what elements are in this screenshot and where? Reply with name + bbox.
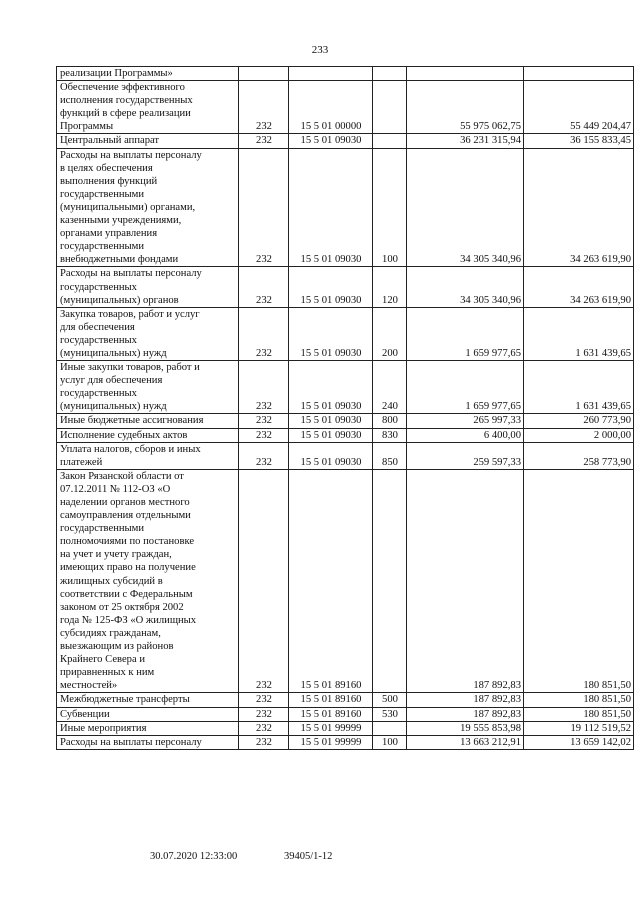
table-row xyxy=(57,81,634,134)
row-name-cell: Иные бюджетные ассигнования xyxy=(57,414,239,428)
row-amount-plan-cell: 187 892,83 xyxy=(407,693,524,707)
row-dept-code-cell: 232 xyxy=(239,707,289,721)
row-amount-plan-cell: 265 997,33 xyxy=(407,414,524,428)
row-amount-actual-cell: 260 773,90 xyxy=(524,414,634,428)
row-target-code-cell: 15 5 01 09030 xyxy=(289,148,373,267)
row-amount-plan-cell: 13 663 212,91 xyxy=(407,735,524,749)
row-target-code-cell: 15 5 01 99999 xyxy=(289,735,373,749)
row-target-code-cell xyxy=(289,67,373,81)
row-name-cell: Расходы на выплаты персоналу в целях обеспечения выполнения функций государственными (муниципальными) органами, казенными учреждениями, органами управления государственными внебюджетными фондами xyxy=(57,148,239,267)
row-name-cell: реализации Программы» xyxy=(57,67,239,81)
table-row xyxy=(57,707,634,721)
row-dept-code-cell: 232 xyxy=(239,361,289,414)
row-expense-type-cell: 200 xyxy=(373,307,407,360)
table-row xyxy=(57,134,634,148)
row-dept-code-cell: 232 xyxy=(239,414,289,428)
row-amount-actual-cell: 1 631 439,65 xyxy=(524,361,634,414)
table-row xyxy=(57,414,634,428)
row-dept-code-cell: 232 xyxy=(239,442,289,469)
table-row xyxy=(57,442,634,469)
row-target-code-cell: 15 5 01 00000 xyxy=(289,81,373,134)
table-row xyxy=(57,469,634,693)
row-target-code-cell: 15 5 01 99999 xyxy=(289,721,373,735)
row-amount-actual-cell: 258 773,90 xyxy=(524,442,634,469)
footer-doc-number: 39405/1-12 xyxy=(284,851,333,862)
row-dept-code-cell: 232 xyxy=(239,81,289,134)
row-amount-plan-cell: 6 400,00 xyxy=(407,428,524,442)
row-amount-actual-cell: 180 851,50 xyxy=(524,693,634,707)
row-amount-actual-cell: 180 851,50 xyxy=(524,469,634,693)
table-row xyxy=(57,148,634,267)
row-name-cell: Закупка товаров, работ и услуг для обеспечения государственных (муниципальных) нужд xyxy=(57,307,239,360)
row-target-code-cell: 15 5 01 09030 xyxy=(289,442,373,469)
row-dept-code-cell: 232 xyxy=(239,735,289,749)
row-expense-type-cell xyxy=(373,721,407,735)
row-amount-plan-cell: 1 659 977,65 xyxy=(407,361,524,414)
row-expense-type-cell: 500 xyxy=(373,693,407,707)
page-number: 233 xyxy=(311,44,329,56)
row-amount-actual-cell: 55 449 204,47 xyxy=(524,81,634,134)
row-dept-code-cell: 232 xyxy=(239,148,289,267)
table-row xyxy=(57,307,634,360)
row-target-code-cell: 15 5 01 89160 xyxy=(289,707,373,721)
row-expense-type-cell: 800 xyxy=(373,414,407,428)
table-row xyxy=(57,267,634,307)
table-row xyxy=(57,361,634,414)
table-row xyxy=(57,428,634,442)
row-amount-plan-cell: 34 305 340,96 xyxy=(407,148,524,267)
row-dept-code-cell: 232 xyxy=(239,721,289,735)
row-name-cell: Межбюджетные трансферты xyxy=(57,693,239,707)
row-amount-plan-cell: 187 892,83 xyxy=(407,469,524,693)
row-amount-plan-cell: 55 975 062,75 xyxy=(407,81,524,134)
row-name-cell: Уплата налогов, сборов и иных платежей xyxy=(57,442,239,469)
row-name-cell: Центральный аппарат xyxy=(57,134,239,148)
row-target-code-cell: 15 5 01 09030 xyxy=(289,307,373,360)
row-amount-plan-cell xyxy=(407,67,524,81)
row-target-code-cell: 15 5 01 09030 xyxy=(289,414,373,428)
row-amount-actual-cell: 180 851,50 xyxy=(524,707,634,721)
row-expense-type-cell: 830 xyxy=(373,428,407,442)
row-name-cell: Иные закупки товаров, работ и услуг для обеспечения государственных (муниципальных) нужд xyxy=(57,361,239,414)
row-expense-type-cell xyxy=(373,81,407,134)
table-row xyxy=(57,721,634,735)
row-name-cell: Иные мероприятия xyxy=(57,721,239,735)
row-amount-plan-cell: 187 892,83 xyxy=(407,707,524,721)
table-row xyxy=(57,693,634,707)
row-expense-type-cell xyxy=(373,469,407,693)
row-dept-code-cell: 232 xyxy=(239,469,289,693)
table-row xyxy=(57,67,634,81)
row-dept-code-cell xyxy=(239,67,289,81)
budget-table-body xyxy=(57,67,634,750)
row-target-code-cell: 15 5 01 09030 xyxy=(289,361,373,414)
budget-table xyxy=(56,66,634,750)
row-dept-code-cell: 232 xyxy=(239,267,289,307)
row-expense-type-cell: 100 xyxy=(373,148,407,267)
row-target-code-cell: 15 5 01 89160 xyxy=(289,693,373,707)
row-amount-actual-cell: 34 263 619,90 xyxy=(524,267,634,307)
row-amount-actual-cell: 34 263 619,90 xyxy=(524,148,634,267)
row-name-cell: Расходы на выплаты персоналу xyxy=(57,735,239,749)
row-dept-code-cell: 232 xyxy=(239,134,289,148)
row-target-code-cell: 15 5 01 09030 xyxy=(289,267,373,307)
row-expense-type-cell: 240 xyxy=(373,361,407,414)
row-amount-plan-cell: 1 659 977,65 xyxy=(407,307,524,360)
row-target-code-cell: 15 5 01 89160 xyxy=(289,469,373,693)
row-dept-code-cell: 232 xyxy=(239,307,289,360)
row-amount-plan-cell: 259 597,33 xyxy=(407,442,524,469)
footer-timestamp: 30.07.2020 12:33:00 xyxy=(150,851,238,862)
row-dept-code-cell: 232 xyxy=(239,693,289,707)
row-amount-plan-cell: 34 305 340,96 xyxy=(407,267,524,307)
row-name-cell: Расходы на выплаты персоналу государственных (муниципальных) органов xyxy=(57,267,239,307)
row-name-cell: Обеспечение эффективного исполнения государственных функций в сфере реализации Программы xyxy=(57,81,239,134)
row-amount-actual-cell: 36 155 833,45 xyxy=(524,134,634,148)
row-expense-type-cell xyxy=(373,134,407,148)
row-name-cell: Закон Рязанской области от 07.12.2011 № 112-ОЗ «О наделении органов местного самоуправления отдельными государственными полномочиями по постановке на учет и учету граждан, имеющих право на получение жилищных субсидий в соответствии с Федеральным законом от 25 октября 2002 года № 125-ФЗ «О жилищных субсидиях гражданам, выезжающим из районов Крайнего Севера и приравненных к ним местностей» xyxy=(57,469,239,693)
row-expense-type-cell: 850 xyxy=(373,442,407,469)
row-target-code-cell: 15 5 01 09030 xyxy=(289,428,373,442)
row-expense-type-cell xyxy=(373,67,407,81)
row-name-cell: Исполнение судебных актов xyxy=(57,428,239,442)
row-amount-actual-cell: 1 631 439,65 xyxy=(524,307,634,360)
row-amount-actual-cell: 2 000,00 xyxy=(524,428,634,442)
row-name-cell: Субвенции xyxy=(57,707,239,721)
row-expense-type-cell: 530 xyxy=(373,707,407,721)
row-target-code-cell: 15 5 01 09030 xyxy=(289,134,373,148)
table-row xyxy=(57,735,634,749)
row-dept-code-cell: 232 xyxy=(239,428,289,442)
row-amount-actual-cell: 13 659 142,02 xyxy=(524,735,634,749)
row-amount-actual-cell xyxy=(524,67,634,81)
row-expense-type-cell: 100 xyxy=(373,735,407,749)
row-expense-type-cell: 120 xyxy=(373,267,407,307)
row-amount-plan-cell: 19 555 853,98 xyxy=(407,721,524,735)
row-amount-plan-cell: 36 231 315,94 xyxy=(407,134,524,148)
row-amount-actual-cell: 19 112 519,52 xyxy=(524,721,634,735)
